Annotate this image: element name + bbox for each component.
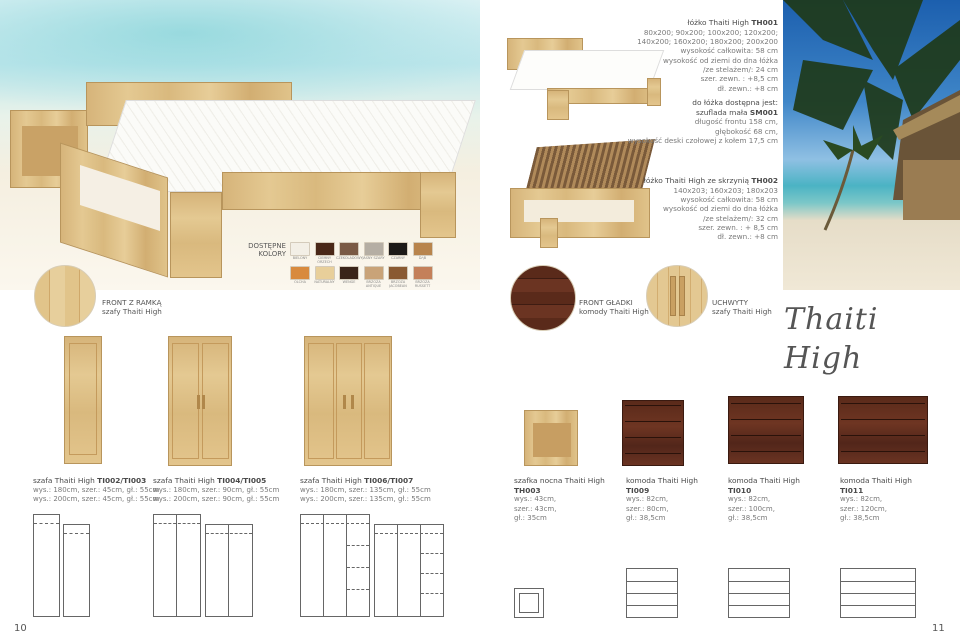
color-swatch-label: WENGE <box>342 280 356 284</box>
wardrobe-ti004-image <box>168 336 232 466</box>
handles-caption <box>712 298 772 317</box>
drawer-lines <box>600 117 778 145</box>
product-dimension: wys.: 180cm, szer.: 135cm, gł.: 55cm <box>300 485 431 494</box>
color-swatch-label: NATURALNY <box>314 280 335 284</box>
product-info <box>153 476 303 505</box>
th001-code: TH001 <box>751 18 778 27</box>
brand-script-title: Thaiti High <box>784 302 879 376</box>
handles-line2: szafy Thaiti High <box>712 307 772 317</box>
color-swatch-label: BRZOZA JACOBEAN <box>389 280 407 288</box>
product-name <box>514 476 609 495</box>
th001-lines-line: 140x200; 160x200; 180x200; 200x200 <box>637 36 778 46</box>
color-swatch-label: OLCHA <box>294 280 306 284</box>
product-info <box>514 476 609 524</box>
dresser-ti010-image <box>728 396 804 464</box>
product-name <box>153 476 303 486</box>
drawer-lines-line: wysokość deski czołowej z kołem 17,5 cm <box>627 135 778 145</box>
drawer-lines-line: długość frontu 158 cm, <box>694 117 778 127</box>
product-dimension: wys.: 180cm, szer.: 90cm, gł.: 55cm <box>153 485 280 494</box>
product-name <box>300 476 450 486</box>
handle-right-icon <box>679 276 685 316</box>
product-dimension: wys.: 200cm, szer.: 45cm, gł.: 55cm <box>33 495 160 504</box>
outline-ti007 <box>374 524 444 617</box>
front-frame-caption <box>102 298 162 317</box>
th001-lines-line: wysokość od ziemi do dna łóżka <box>663 55 778 65</box>
th001-lines-line: wysokość całkowita: 58 cm <box>680 46 778 56</box>
handle-icon <box>343 395 346 409</box>
th002-info <box>600 176 778 242</box>
handles-line1: UCHWYTY <box>712 298 748 307</box>
outline-th003 <box>514 588 544 618</box>
th001-leg <box>547 90 569 120</box>
wardrobe-ti002-image <box>64 336 102 464</box>
th002-code: TH002 <box>751 176 778 185</box>
product-dimension: szer.: 43cm, <box>514 504 557 513</box>
handle-left-icon <box>670 276 676 316</box>
product-dimension: wys.: 43cm, <box>514 495 557 504</box>
product-code: TI010 <box>728 485 752 495</box>
front-frame-line2: szafy Thaiti High <box>102 307 162 317</box>
front-smooth-caption <box>579 298 649 317</box>
color-swatch-label: CIEMNY ORZECH <box>317 256 332 264</box>
product-dimension: szer.: 100cm, <box>728 504 775 513</box>
color-swatch <box>339 242 359 256</box>
th001-lines-line: /ze stelażem/: 24 cm <box>703 65 778 75</box>
outline-ti010 <box>728 568 790 618</box>
front-frame-swatch <box>34 265 96 327</box>
color-swatch <box>315 266 335 280</box>
color-swatch-label: CZARNY <box>391 256 405 260</box>
color-swatch <box>388 266 408 280</box>
product-code: TI004/TI005 <box>217 476 267 485</box>
outline-ti004 <box>153 514 201 617</box>
dresser-ti011-image <box>838 396 928 464</box>
outline-ti006 <box>300 514 370 617</box>
color-swatch-label: JASNY SZARY <box>362 256 385 260</box>
product-name-prefix: szafa Thaiti High <box>300 476 365 485</box>
front-smooth-line1: FRONT GŁADKI <box>579 298 633 307</box>
outline-ti005 <box>205 524 253 617</box>
color-swatch <box>315 242 335 256</box>
th002-leg <box>540 218 558 248</box>
product-name <box>840 476 935 495</box>
product-name-prefix: szafa Thaiti High <box>33 476 98 485</box>
color-swatch <box>339 266 359 280</box>
th002-lines-line: wysokość od ziemi do dna łóżka <box>663 204 778 214</box>
palm-beach-photo <box>783 0 960 290</box>
outline-ti002 <box>33 514 60 617</box>
front-smooth-swatch <box>510 265 576 331</box>
bed-leg-back <box>420 172 456 238</box>
front-smooth-line2: komody Thaiti High <box>579 307 649 317</box>
color-swatch-label: BRZOZA RUSSETT <box>414 280 431 288</box>
color-swatch-label: CZEKOLADOWY <box>336 256 363 260</box>
color-swatch-label: BRZOZA ANTIQUE <box>365 280 382 288</box>
wardrobe-ti006-image <box>304 336 392 466</box>
product-dimension: szer.: 80cm, <box>626 504 669 513</box>
product-code: TI002/TI003 <box>97 476 147 485</box>
product-name-prefix: komoda Thaiti High <box>626 476 698 485</box>
th002-lines-line: szer. zewn. : + 8,5 cm <box>698 223 778 233</box>
handle-icon <box>351 395 354 409</box>
product-info <box>840 476 935 524</box>
product-code: TI011 <box>840 485 864 495</box>
page-number-left: 10 <box>14 623 27 634</box>
handle-icon <box>202 395 205 409</box>
colors-label-line2: KOLORY <box>258 250 286 259</box>
color-swatch <box>364 242 384 256</box>
color-swatch-label: BIELONY <box>292 256 308 260</box>
product-code: TI006/TI007 <box>364 476 414 485</box>
color-swatch <box>290 242 310 256</box>
th002-lines-line: wysokość całkowita: 58 cm <box>680 194 778 204</box>
colors-label-line1: DOSTĘPNE <box>248 242 286 250</box>
product-dimension: gł.: 35cm <box>514 514 547 523</box>
palm-leaves-icon <box>783 0 960 290</box>
drawer-lines-line: głębokość 68 cm, <box>715 126 778 136</box>
th001-lines-line: 80x200; 90x200; 100x200; 120x200; <box>643 27 778 37</box>
product-name <box>728 476 823 495</box>
product-dimension: szer.: 120cm, <box>840 504 887 513</box>
product-code: TI009 <box>626 485 650 495</box>
product-code: TH003 <box>514 485 541 495</box>
dresser-ti009-image <box>622 400 684 466</box>
handle-icon <box>197 395 200 409</box>
product-dimension: gł.: 38,5cm <box>840 514 880 523</box>
product-info <box>300 476 450 505</box>
outline-ti003 <box>63 524 90 617</box>
handles-swatch <box>646 265 708 327</box>
th002-lines <box>600 186 778 242</box>
page-number-right: 11 <box>932 623 945 634</box>
drawer-code: SM001 <box>749 107 778 117</box>
drawer-info <box>600 98 778 145</box>
color-swatch <box>413 242 433 256</box>
product-name-prefix: szafa Thaiti High <box>153 476 218 485</box>
product-name-prefix: szafka nocna Thaiti High <box>514 476 605 485</box>
color-swatch-label: DĄB <box>418 256 427 260</box>
th002-lines-line: dł. zewn.: +8 cm <box>717 232 778 242</box>
product-dimension: gł.: 38,5cm <box>626 514 666 523</box>
th002-lines-line: /ze stelażem/: 32 cm <box>703 213 778 223</box>
product-name <box>626 476 721 495</box>
front-frame-line1: FRONT Z RAMKĄ <box>102 298 162 307</box>
color-swatch <box>388 242 408 256</box>
bed-leg-front <box>170 192 222 278</box>
product-dimension: wys.: 82cm, <box>840 495 883 504</box>
color-swatch <box>413 266 433 280</box>
product-name-prefix: komoda Thaiti High <box>840 476 912 485</box>
product-dimension: wys.: 82cm, <box>728 495 771 504</box>
th001-lines-line: dł. zewn.: +8 cm <box>717 83 778 93</box>
product-dimension: gł.: 38,5cm <box>728 514 768 523</box>
th002-name: łóżko Thaiti High ze skrzynią <box>643 176 752 185</box>
product-dimension: wys.: 82cm, <box>626 495 669 504</box>
color-swatch <box>364 266 384 280</box>
drawer-name: szuflada mała <box>696 107 750 117</box>
beach-bed-photo <box>0 0 480 290</box>
drawer-intro: do łóżka dostępna jest: <box>692 98 778 107</box>
color-swatch <box>290 266 310 280</box>
th001-name: łóżko Thaiti High <box>687 18 752 27</box>
product-name-prefix: komoda Thaiti High <box>728 476 800 485</box>
colors-label <box>244 242 286 259</box>
th001-lines-line: szer. zewn. : +8,5 cm <box>700 74 778 84</box>
outline-ti009 <box>626 568 678 618</box>
nightstand-th003-image <box>524 410 578 466</box>
th001-info <box>600 18 778 93</box>
product-info <box>626 476 721 524</box>
th001-lines <box>600 28 778 94</box>
product-dimension: wys.: 200cm, szer.: 135cm, gł.: 55cm <box>300 495 431 504</box>
product-dimension: wys.: 180cm, szer.: 45cm, gł.: 55cm <box>33 485 160 494</box>
product-info <box>728 476 823 524</box>
th002-lines-line: 140x203; 160x203; 180x203 <box>673 185 778 195</box>
product-dimension: wys.: 200cm, szer.: 90cm, gł.: 55cm <box>153 495 280 504</box>
outline-ti011 <box>840 568 916 618</box>
